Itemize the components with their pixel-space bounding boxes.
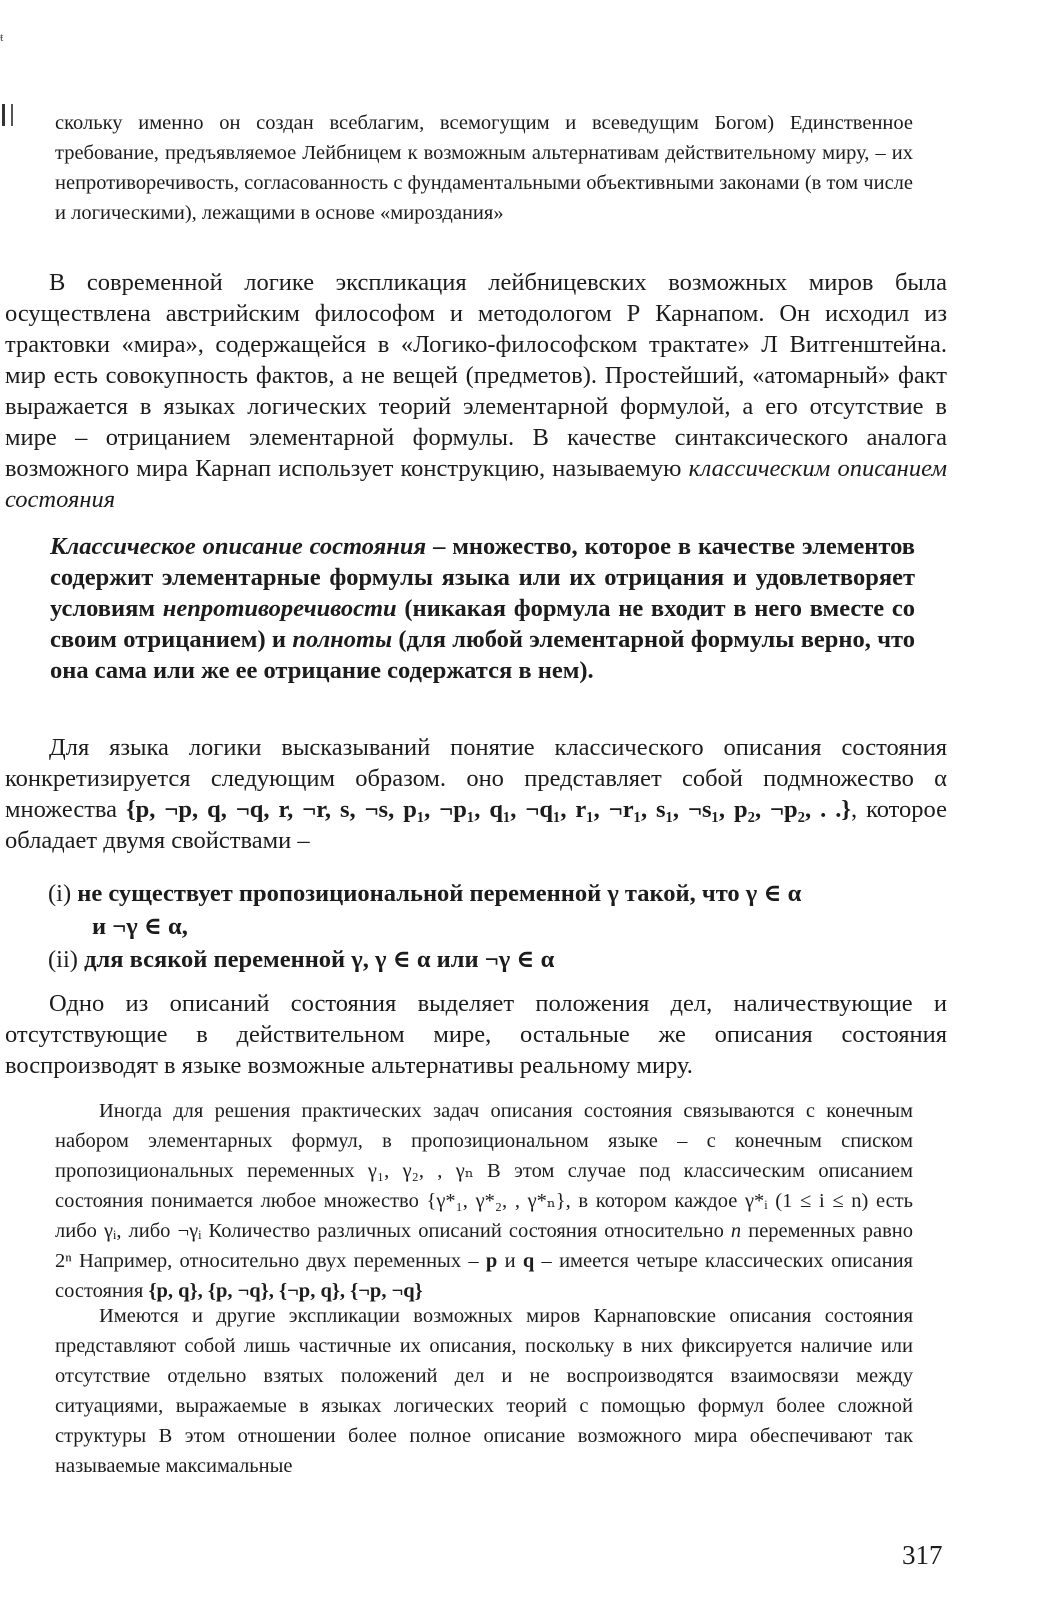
condition-label: (i): [48, 880, 72, 907]
definition-text-c: (для любой элементарной формулы верно, что она сама или же ее отрицание содержатся в нем).: [50, 626, 916, 684]
paragraph-continuation: скольку именно он создан всеблагим, всемогущим и всеведущим Богом) Единственное требование, предъявляемое Лейбницем к возможным альтернативам действительному миру, – их непротиворечивость, согласованность с фундаментальными объективными законами (в том числе и логическими), лежащими в основе «мироздания»: [55, 112, 913, 224]
variable-q: q: [522, 1250, 535, 1272]
paragraph-finite-text-a: Иногда для решения практических задач описания состояния связываются с конечным набором элементарных формул, в пропозициональном языке – с конечным списком пропозициональных переменных γ₁, γ₂, , γₙ В этом случае под классическим описанием состояния понимается любое множество {γ*₁, γ*₂, , γ*ₙ}, в котором каждое γ*ᵢ (1 ≤ i ≤ n) есть либо γᵢ, либо ¬γᵢ Количество различных описаний состояния относительно: [55, 1100, 913, 1242]
paragraph-finite-text-c: – имеется четыре классических описания состояния: [55, 1250, 913, 1302]
formula-set: {p, ¬p, q, ¬q, r, ¬r, s, ¬s, p₁, ¬p₁, q₁, ¬q₁, r₁, ¬r₁, s₁, ¬s₁, p₂, ¬p₂, . .}: [126, 796, 851, 823]
paragraph-finite-variables: [55, 1096, 913, 1306]
state-description-sets: {p, q}, {p, ¬q}, {¬p, q}, {¬p, ¬q}: [148, 1280, 423, 1302]
condition-label: (ii): [48, 946, 78, 973]
definition-text-b: (никакая формула не входит в него вместе со своим отрицанием) и: [50, 595, 915, 653]
definition-text-a: – множество, которое в качестве элементов содержит элементарные формулы языка или их отрицания и удовлетворяет условиям: [50, 533, 915, 622]
definition-term-consistency: непротиворечивости: [162, 595, 397, 622]
paragraph-other-explications: Имеются и другие экспликации возможных миров Карнаповские описания состояния представляют собой лишь частичные их описания, поскольку в них фиксируется наличие или отсутствие отдельно взятых положений дел и не воспроизводятся взаимосвязи между ситуациями, выражаемые в языках логических теорий с помощью формул более сложной структуры В этом отношении более полное описание возможного мира обеспечивают так называемые максимальные: [55, 1305, 913, 1477]
corner-mark: ŧ: [0, 30, 4, 44]
condition-continuation: и ¬γ ∈ α,: [92, 913, 188, 940]
condition-item: [48, 943, 948, 976]
term-classical-description: классическим описанием состояния: [5, 455, 947, 513]
conjunction-and: и: [497, 1250, 523, 1272]
condition-item: [48, 877, 948, 943]
paragraph-carnap: [5, 267, 947, 515]
paragraph-actual-world: Одно из описаний состояния выделяет положения дел, наличествующие и отсутствующие в действительном мире, остальные же описания состояния воспроизводят в языке возможные альтернативы реальному миру.: [5, 990, 947, 1079]
paragraph-propositional: [5, 732, 947, 856]
paragraph-propositional-text-b: , которое обладает двумя свойствами –: [5, 796, 947, 854]
paragraph-carnap-text: В современной логике экспликация лейбницевских возможных миров была осуществлена австрийским философом и методологом Р Карнапом. Он исходил из трактовки «мира», содержащейся в «Логико-философском трактате» Л Витгенштейна. мир есть совокупность фактов, а не вещей (предметов). Простейший, «атомарный» факт выражается в языках логических теорий элементарной формулой, а его отсутствие в мире – отрицанием элементарной формулы. В качестве синтаксического аналога возможного мира Карнап использует конструкцию, называемую: [5, 269, 947, 482]
variable-n: n: [730, 1220, 742, 1242]
paragraph-propositional-text-a: Для языка логики высказываний понятие классического описания состояния конкретизируется следующим образом. оно представляет собой подмножество α множества: [5, 734, 947, 823]
binding-mark: [2, 104, 13, 126]
definition-term-completeness: полноты: [292, 626, 393, 653]
definition-term: Классическое описание состояния: [50, 533, 427, 560]
definition-block: [50, 531, 915, 686]
condition-text: для всякой переменной γ, γ ∈ α или ¬γ ∈ α: [77, 946, 555, 973]
paragraph-finite-text-b: переменных равно 2ⁿ Например, относительно двух переменных –: [55, 1220, 913, 1272]
condition-text: не существует пропозициональной переменной γ такой, что γ ∈ α: [71, 880, 802, 907]
variable-p: p: [485, 1250, 498, 1272]
page-number: 317: [902, 1540, 943, 1570]
